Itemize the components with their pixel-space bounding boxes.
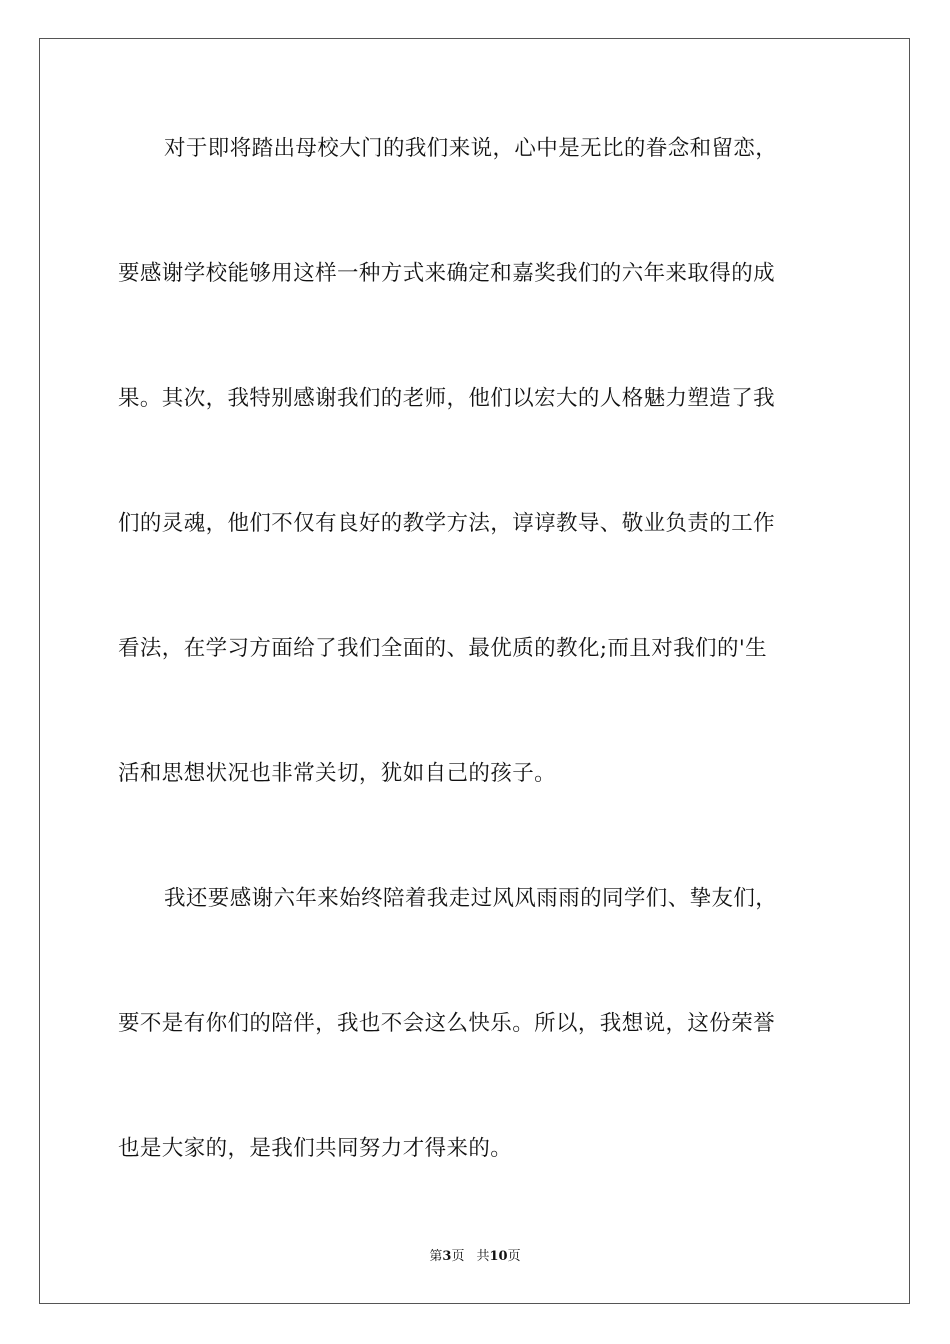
text-line: 也是大家的，是我们共同努力才得来的。 bbox=[118, 1136, 513, 1161]
page-label-suffix: 页 bbox=[451, 1249, 465, 1264]
page-border bbox=[39, 38, 910, 1304]
total-label-suffix: 页 bbox=[507, 1249, 521, 1264]
text-line: 对于即将踏出母校大门的我们来说，心中是无比的眷念和留恋， bbox=[164, 136, 778, 161]
page-number: 3 bbox=[442, 1249, 452, 1264]
text-line: 看法，在学习方面给了我们全面的、最优质的教化;而且对我们的'生 bbox=[118, 636, 768, 661]
page-label-prefix: 第 bbox=[429, 1249, 443, 1264]
text-line: 果。其次，我特别感谢我们的老师，他们以宏大的人格魅力塑造了我 bbox=[118, 386, 776, 411]
total-label-prefix: 共 bbox=[476, 1249, 490, 1264]
page-footer bbox=[0, 1248, 950, 1266]
text-line: 我还要感谢六年来始终陪着我走过风风雨雨的同学们、挚友们， bbox=[164, 886, 778, 911]
text-line: 活和思想状况也非常关切，犹如自己的孩子。 bbox=[118, 761, 557, 786]
text-line: 们的灵魂，他们不仅有良好的教学方法，谆谆教导、敬业负责的工作 bbox=[118, 511, 776, 536]
text-line: 要不是有你们的陪伴，我也不会这么快乐。所以，我想说，这份荣誉 bbox=[118, 1011, 776, 1036]
text-line: 要感谢学校能够用这样一种方式来确定和嘉奖我们的六年来取得的成 bbox=[118, 261, 776, 286]
total-pages: 10 bbox=[489, 1249, 508, 1264]
